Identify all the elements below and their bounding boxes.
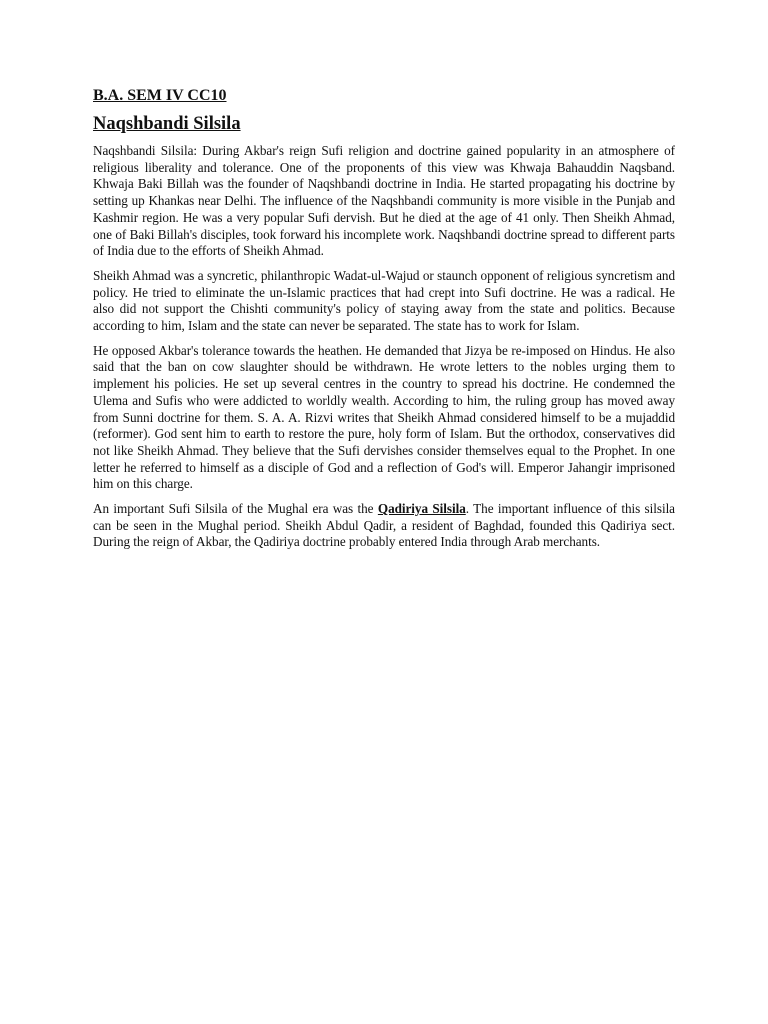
paragraph-sheikh-ahmad: Sheikh Ahmad was a syncretic, philanthropic Wadat-ul-Wajud or staunch opponent of religious syncretism and policy. He tried to eliminate the un-Islamic practices that had crept into Sufi doctrine. He was a radical. He also did not support the Chishti community's policy of staying away from the state and politics. Because according to him, Islam and the state can never be separated. The state has to work for Islam. — [93, 267, 675, 334]
paragraph-akbar-opposition: He opposed Akbar's tolerance towards the heathen. He demanded that Jizya be re-imposed on Hindus. He also said that the ban on cow slaughter should be withdrawn. He wrote letters to the nobles urging them to implement his policies. He set up several centres in the country to spread his doctrine. He condemned the Ulema and Sufis who were addicted to worldly wealth. According to him, the ruling group has moved away from Sunni doctrine for them. S. A. A. Rizvi writes that Sheikh Ahmad considered himself to be a mujaddid (reformer). God sent him to earth to restore the pure, holy form of Islam. But the orthodox, conservatives did not like Sheikh Ahmad. They believe that the Sufi dervishes consider themselves equal to the Prophet. In one letter he referred to himself as a disciple of God and a reflection of God's will. Emperor Jahangir imprisoned him on this charge. — [93, 342, 675, 492]
qadiriya-silsila-term: Qadiriya Silsila — [377, 501, 466, 517]
document-page — [93, 86, 675, 559]
course-heading: B.A. SEM IV CC10 — [93, 87, 227, 104]
page-title: Naqshbandi Silsila — [93, 114, 241, 134]
paragraph-qadiriya-text-before: An important Sufi Silsila of the Mughal era was the — [93, 501, 378, 517]
paragraph-qadiriya — [93, 501, 675, 551]
paragraph-qadiriya-text-after: . The important influence of this silsila can be seen in the Mughal period. Sheikh Abdul Qadir, a resident of Baghdad, founded this Qadiriya sect. During the reign of Akbar, the Qadiriya doctrine probably entered India through Arab merchants. — [93, 501, 675, 550]
paragraph-naqshbandi-intro: Naqshbandi Silsila: During Akbar's reign Sufi religion and doctrine gained popularity in an atmosphere of religious liberality and tolerance. One of the proponents of this view was Khwaja Bahauddin Naqsband. Khwaja Baki Billah was the founder of Naqshbandi doctrine in India. He started propagating his doctrine by setting up Khankas near Delhi. The influence of the Naqshbandi community is more visible in the Punjab and Kashmir region. He was a very popular Sufi dervish. But he died at the age of 41 only. Then Sheikh Ahmad, one of Baki Billah's disciples, took forward his incomplete work. Naqshbandi doctrine spread to different parts of India due to the efforts of Sheikh Ahmad. — [93, 143, 675, 259]
